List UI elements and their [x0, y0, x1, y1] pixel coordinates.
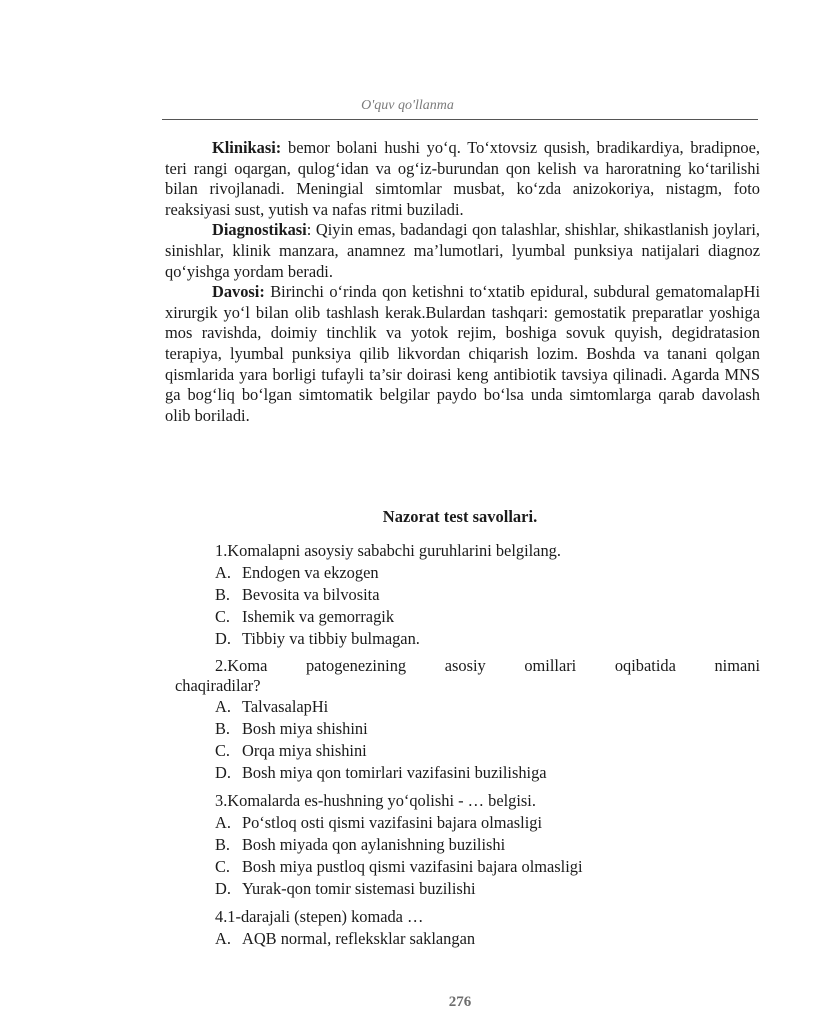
question-text: 2.Koma patogenezining asosiy omillari oqibatida nimani [215, 656, 760, 675]
option-d: D. Yurak-qon tomir sistemasi buzilishi [215, 879, 476, 898]
question-3 [175, 790, 760, 900]
option-d: D. Tibbiy va tibbiy bulmagan. [215, 629, 420, 648]
question-1 [175, 540, 760, 650]
klinikasi-label: Klinikasi: [212, 138, 282, 157]
question-2 [175, 656, 760, 784]
paragraph-klinikasi [165, 138, 760, 220]
option-c: C. Bosh miya pustloq qismi vazifasini bajara olmasligi [215, 857, 583, 876]
test-questions [175, 540, 760, 956]
question-text: 1.Komalapni asoysiy sababchi guruhlarini belgilang. [215, 541, 561, 560]
klinikasi-text: bemor bolani hushi yo‘q. To‘xtovsiz qusish, bradikardiya, bradipnoe, teri rangi oqargan, qulog‘idan va og‘iz-burundan qon kelish va haroratning ko‘tarilishi bilan rivojlanadi. Meningial simtomlar musbat, ko‘zda anizokoriya, nistagm, foto reaksiyasi sust, yutish va nafas ritmi buziladi. [165, 138, 760, 219]
option-b: B. Bosh miya shishini [215, 719, 368, 738]
option-c: C. Orqa miya shishini [215, 741, 367, 760]
option-a: A. Endogen va ekzogen [215, 563, 379, 582]
option-c: C. Ishemik va gemorragik [215, 607, 395, 626]
option-a: A. Po‘stloq osti qismi vazifasini bajara olmasligi [215, 813, 543, 832]
section-title: Nazorat test savollari. [382, 507, 538, 526]
diagnostikasi-label: Diagnostikasi [212, 220, 307, 240]
davosi-text: Birinchi o‘rinda qon ketishni to‘xtatib epidural, subdural gematomalapHi xirurgik yo‘l bilan olib tashlash kerak.Bulardan tashqari: gemostatik preparatlar yoshiga mos ravishda, doimiy tinchlik va yotok rejim, boshiga sovuk quyish, degidratasion terapiya, lyumbal punksiya qilib likvordan chiqarish lozim. Boshda va tanani qolgan qismlarida yara borligi tufayli ta’sir doirasi keng antibiotik tavsiya qilinadi. Agarda MNS ga bog‘liq bo‘lgan simtomatik belgilar paydo bo‘lsa unda simtomlarga qarab davolash olib boriladi. [165, 282, 760, 425]
page-number: 276 [448, 994, 472, 1010]
option-b: B. Bosh miyada qon aylanishning buzilishi [215, 835, 506, 854]
header-rule [162, 119, 758, 120]
paragraph-diagnostikasi [165, 220, 760, 282]
option-a: A. TalvasalapHi [215, 697, 329, 716]
option-b: B. Bevosita va bilvosita [215, 585, 380, 604]
option-a: A. AQB normal, refleksklar saklangan [215, 929, 476, 948]
diagnostikasi-text: : Qiyin emas, badandagi qon talashlar, shishlar, shikastlanish joylari, sinishlar, klinik manzara, anamnez ma’lumotlari, lyumbal punksiya natijalari diagnoz qo‘yishga yordam beradi. [165, 220, 760, 281]
option-d: D. Bosh miya qon tomirlari vazifasini buzilishiga [215, 763, 547, 782]
body-text [165, 138, 760, 426]
running-header: O'quv qo'llanma [361, 98, 454, 113]
paragraph-davosi [165, 282, 760, 426]
question-text: 3.Komalarda es-hushning yo‘qolishi - … belgisi. [215, 791, 536, 810]
question-4 [175, 906, 760, 950]
question-text: 4.1-darajali (stepen) komada … [215, 907, 424, 926]
question-text-continued: chaqiradilar? [175, 676, 261, 695]
davosi-label: Davosi: [212, 282, 265, 302]
